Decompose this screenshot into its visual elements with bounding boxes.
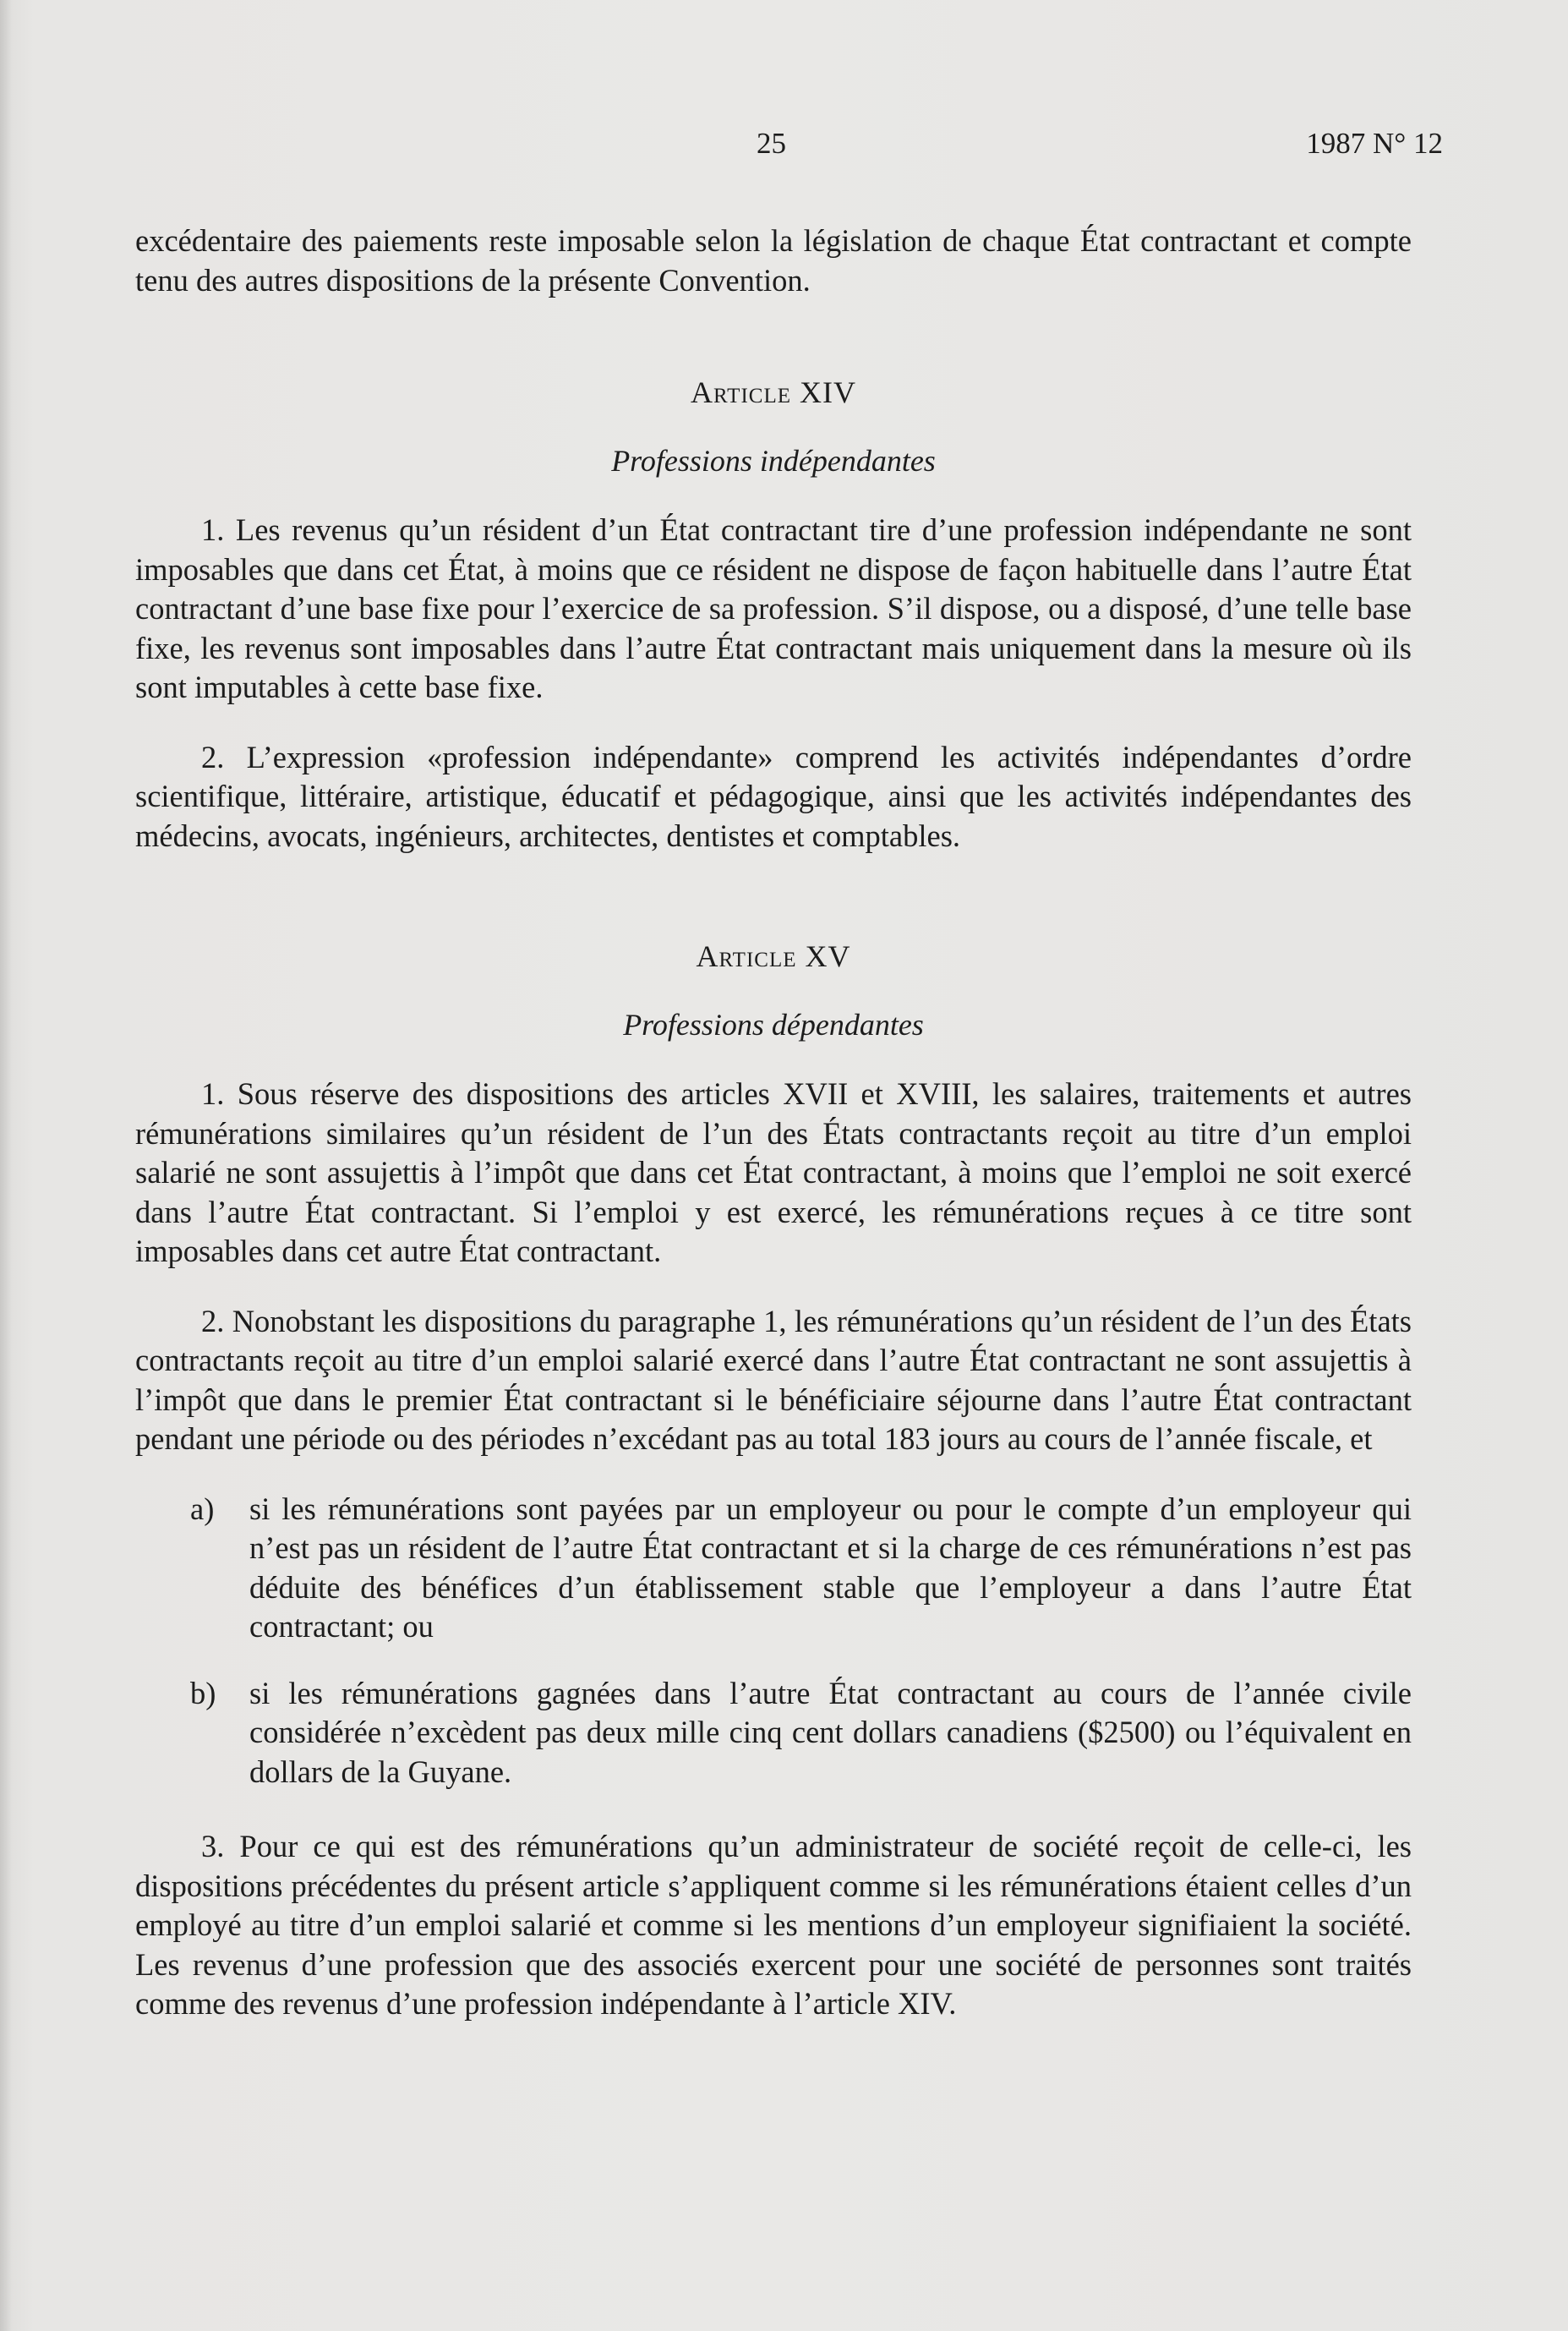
article-15-item-list: [135, 1490, 1412, 1792]
intro-paragraph: excédentaire des paiements reste imposable selon la législation de chaque État contractant et compte tenu des autres dispositions de la présente Convention.: [135, 223, 1412, 298]
item-text-a: si les rémunérations sont payées par un employeur ou pour le compte d’un employeur qui n’est pas un résident de l’autre État contractant et si la charge de ces rémunérations n’est pas déduite des bénéfices d’un établissement stable que l’employeur a dans l’autre État contractant; ou: [249, 1491, 1412, 1644]
article-15-subtitle: Professions dépendantes: [623, 1007, 924, 1042]
article-15-title: Article XV: [696, 939, 851, 973]
article-14-subtitle: Professions indépendantes: [611, 443, 936, 478]
item-label-b: b): [190, 1675, 216, 1710]
article-15-paragraph-2: 2. Nonobstant les dispositions du paragraphe 1, les rémunérations qu’un résident de l’un des États contractants reçoit au titre d’un emploi salarié exercé dans l’autre État contractant ne sont assujettis à l’impôt que dans le premier État contractant si le bénéficiaire séjourne dans l’autre État contractant pendant une période ou des périodes n’excédant pas au total 183 jours au cours de l’année fiscale, et: [135, 1303, 1412, 1456]
article-14: [135, 373, 1412, 856]
article-15-paragraph-3: 3. Pour ce qui est des rémunérations qu’un administrateur de société reçoit de celle-ci, les dispositions précédentes du présent article s’appliquent comme si les rémunérations étaient celles d’un employé au titre d’un emploi salarié et comme si les mentions d’un employeur signifiaient la société. Les revenus d’une profession que des associés exercent pour une société de personnes sont traités comme des revenus d’une profession indépendante à l’article XIV.: [135, 1829, 1412, 2021]
item-text-b: si les rémunérations gagnées dans l’autre État contractant au cours de l’année civile considérée n’excèdent pas deux mille cinq cent dollars canadiens ($2500) ou l’équivalent en dollars de la Guyane.: [249, 1675, 1412, 1789]
page-number: 25: [757, 127, 786, 160]
document-body: [135, 222, 1412, 2055]
item-label-a: a): [190, 1491, 215, 1526]
page-edge-shadow: [0, 0, 12, 2331]
article-15-paragraph-1: 1. Sous réserve des dispositions des articles XVII et XVIII, les salaires, traitements et autres rémunérations similaires qu’un résident de l’un des États contractants reçoit au titre d’un emploi salarié ne sont assujettis à l’impôt que dans cet État contractant, à moins que l’emploi ne soit exercé dans l’autre État contractant. Si l’emploi y est exercé, les rémunérations reçues à ce titre sont imposables dans cet autre État contractant.: [135, 1076, 1412, 1268]
publication-number: 1987 N° 12: [1306, 127, 1443, 160]
article-14-title: Article XIV: [691, 375, 856, 409]
article-14-paragraph-1: 1. Les revenus qu’un résident d’un État contractant tire d’une profession indépendante ne sont imposables que dans cet État, à moins que ce résident ne dispose de façon habituelle dans l’autre État contractant d’une base fixe pour l’exercice de sa profession. S’il dispose, ou a disposé, d’une telle base fixe, les revenus sont imposables dans l’autre État contractant mais uniquement dans la mesure où ils sont imputables à cette base fixe.: [135, 512, 1412, 704]
list-item: [135, 1490, 1412, 1647]
list-item: [135, 1674, 1412, 1792]
article-14-paragraph-2: 2. L’expression «profession indépendante» comprend les activités indépendantes d’ordre scientifique, littéraire, artistique, éducatif et pédagogique, ainsi que les activités indépendantes des médecins, avocats, ingénieurs, architectes, dentistes et comptables.: [135, 739, 1412, 853]
article-15: [135, 937, 1412, 2024]
